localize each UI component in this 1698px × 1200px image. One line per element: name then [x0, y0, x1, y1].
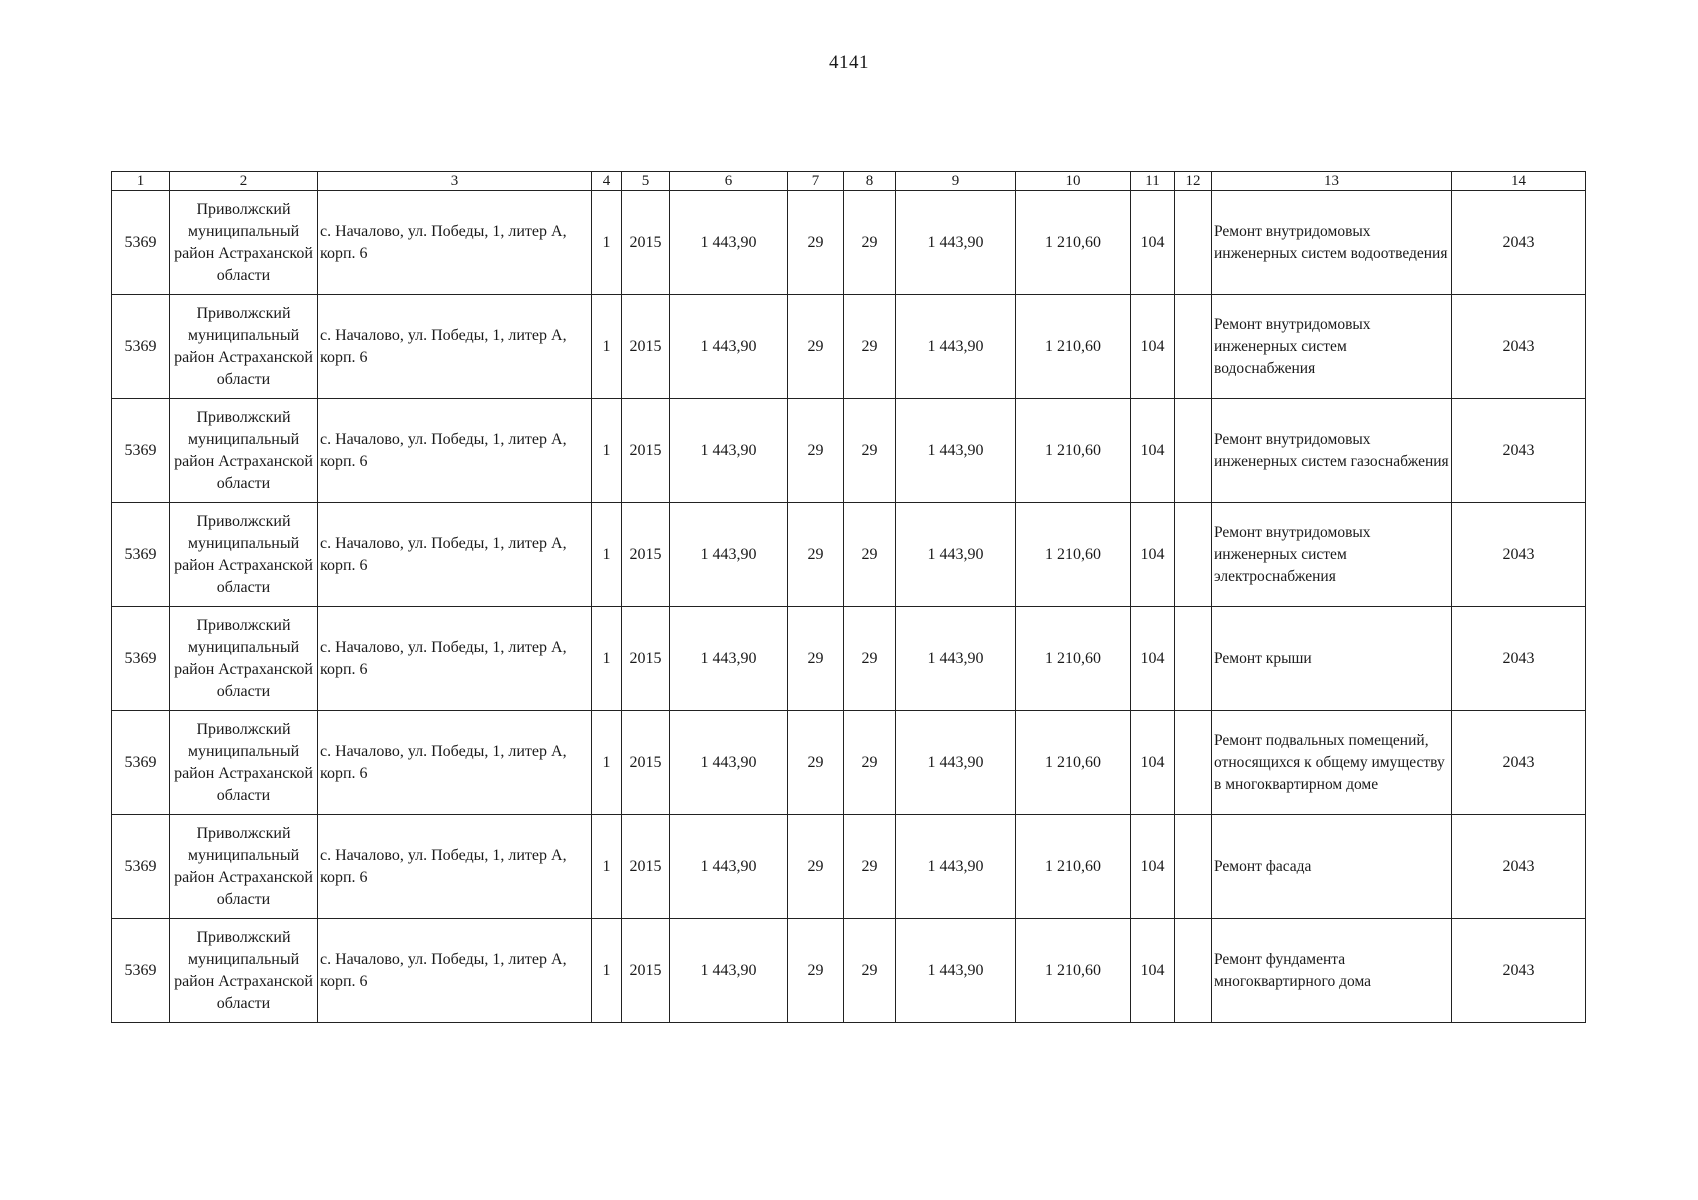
cell-number: 5369 — [112, 191, 170, 295]
column-header-8: 8 — [844, 172, 896, 191]
cell-col10: 1 210,60 — [1016, 503, 1131, 607]
cell-col6: 1 443,90 — [670, 503, 788, 607]
cell-district: Приволжский муниципальный район Астраханской области — [170, 919, 318, 1023]
column-header-12: 12 — [1175, 172, 1212, 191]
cell-work-type: Ремонт подвальных помещений, относящихся к общему имуществу в многоквартирном доме — [1212, 711, 1452, 815]
cell-col8: 29 — [844, 399, 896, 503]
cell-col4: 1 — [592, 503, 622, 607]
cell-col11: 104 — [1131, 503, 1175, 607]
cell-col9: 1 443,90 — [896, 815, 1016, 919]
table-row — [112, 711, 1586, 815]
cell-col14: 2043 — [1452, 503, 1586, 607]
table-row — [112, 191, 1586, 295]
cell-col10: 1 210,60 — [1016, 711, 1131, 815]
cell-work-type: Ремонт внутридомовых инженерных систем водоснабжения — [1212, 295, 1452, 399]
cell-col9: 1 443,90 — [896, 711, 1016, 815]
column-header-5: 5 — [622, 172, 670, 191]
cell-address: с. Началово, ул. Победы, 1, литер А, корп. 6 — [318, 399, 592, 503]
cell-col14: 2043 — [1452, 919, 1586, 1023]
cell-col6: 1 443,90 — [670, 295, 788, 399]
cell-col8: 29 — [844, 295, 896, 399]
cell-col6: 1 443,90 — [670, 399, 788, 503]
cell-col11: 104 — [1131, 919, 1175, 1023]
cell-col11: 104 — [1131, 711, 1175, 815]
cell-year: 2015 — [622, 503, 670, 607]
cell-col4: 1 — [592, 191, 622, 295]
cell-district: Приволжский муниципальный район Астраханской области — [170, 711, 318, 815]
cell-col12 — [1175, 607, 1212, 711]
table-row — [112, 919, 1586, 1023]
column-header-14: 14 — [1452, 172, 1586, 191]
cell-col7: 29 — [788, 191, 844, 295]
cell-col14: 2043 — [1452, 191, 1586, 295]
cell-col6: 1 443,90 — [670, 815, 788, 919]
cell-work-type: Ремонт внутридомовых инженерных систем газоснабжения — [1212, 399, 1452, 503]
cell-district: Приволжский муниципальный район Астраханской области — [170, 607, 318, 711]
column-header-3: 3 — [318, 172, 592, 191]
cell-work-type: Ремонт внутридомовых инженерных систем водоотведения — [1212, 191, 1452, 295]
column-header-1: 1 — [112, 172, 170, 191]
cell-number: 5369 — [112, 711, 170, 815]
column-header-10: 10 — [1016, 172, 1131, 191]
cell-number: 5369 — [112, 919, 170, 1023]
cell-col8: 29 — [844, 711, 896, 815]
cell-year: 2015 — [622, 919, 670, 1023]
cell-col7: 29 — [788, 399, 844, 503]
column-header-6: 6 — [670, 172, 788, 191]
cell-col4: 1 — [592, 295, 622, 399]
cell-col9: 1 443,90 — [896, 399, 1016, 503]
cell-number: 5369 — [112, 399, 170, 503]
cell-col9: 1 443,90 — [896, 919, 1016, 1023]
table-row — [112, 607, 1586, 711]
cell-address: с. Началово, ул. Победы, 1, литер А, корп. 6 — [318, 295, 592, 399]
cell-col14: 2043 — [1452, 607, 1586, 711]
cell-district: Приволжский муниципальный район Астраханской области — [170, 295, 318, 399]
cell-col10: 1 210,60 — [1016, 191, 1131, 295]
header-row — [112, 172, 1586, 191]
column-header-7: 7 — [788, 172, 844, 191]
table-row — [112, 295, 1586, 399]
cell-year: 2015 — [622, 607, 670, 711]
page-number: 4141 — [829, 52, 869, 73]
cell-col4: 1 — [592, 399, 622, 503]
cell-year: 2015 — [622, 191, 670, 295]
column-header-9: 9 — [896, 172, 1016, 191]
cell-col7: 29 — [788, 815, 844, 919]
cell-col11: 104 — [1131, 295, 1175, 399]
cell-col12 — [1175, 503, 1212, 607]
column-header-2: 2 — [170, 172, 318, 191]
cell-col10: 1 210,60 — [1016, 815, 1131, 919]
cell-col12 — [1175, 399, 1212, 503]
cell-col7: 29 — [788, 919, 844, 1023]
column-header-11: 11 — [1131, 172, 1175, 191]
register-table — [111, 171, 1586, 1023]
cell-col6: 1 443,90 — [670, 919, 788, 1023]
cell-col10: 1 210,60 — [1016, 919, 1131, 1023]
cell-col4: 1 — [592, 711, 622, 815]
cell-col7: 29 — [788, 295, 844, 399]
cell-col14: 2043 — [1452, 711, 1586, 815]
cell-col6: 1 443,90 — [670, 711, 788, 815]
column-header-4: 4 — [592, 172, 622, 191]
cell-number: 5369 — [112, 503, 170, 607]
cell-col12 — [1175, 191, 1212, 295]
cell-district: Приволжский муниципальный район Астраханской области — [170, 503, 318, 607]
cell-address: с. Началово, ул. Победы, 1, литер А, корп. 6 — [318, 919, 592, 1023]
cell-col4: 1 — [592, 919, 622, 1023]
cell-col7: 29 — [788, 711, 844, 815]
cell-address: с. Началово, ул. Победы, 1, литер А, корп. 6 — [318, 191, 592, 295]
cell-address: с. Началово, ул. Победы, 1, литер А, корп. 6 — [318, 503, 592, 607]
cell-col11: 104 — [1131, 399, 1175, 503]
cell-col12 — [1175, 295, 1212, 399]
cell-year: 2015 — [622, 295, 670, 399]
cell-work-type: Ремонт внутридомовых инженерных систем электроснабжения — [1212, 503, 1452, 607]
table-header — [112, 172, 1586, 191]
cell-col6: 1 443,90 — [670, 607, 788, 711]
cell-year: 2015 — [622, 399, 670, 503]
cell-col8: 29 — [844, 503, 896, 607]
cell-address: с. Началово, ул. Победы, 1, литер А, корп. 6 — [318, 711, 592, 815]
cell-col9: 1 443,90 — [896, 503, 1016, 607]
cell-col14: 2043 — [1452, 399, 1586, 503]
cell-address: с. Началово, ул. Победы, 1, литер А, корп. 6 — [318, 815, 592, 919]
cell-col9: 1 443,90 — [896, 295, 1016, 399]
cell-col9: 1 443,90 — [896, 607, 1016, 711]
column-header-13: 13 — [1212, 172, 1452, 191]
cell-col11: 104 — [1131, 815, 1175, 919]
table-row — [112, 815, 1586, 919]
cell-col4: 1 — [592, 607, 622, 711]
cell-district: Приволжский муниципальный район Астраханской области — [170, 815, 318, 919]
cell-work-type: Ремонт фасада — [1212, 815, 1452, 919]
table-row — [112, 399, 1586, 503]
cell-number: 5369 — [112, 815, 170, 919]
cell-district: Приволжский муниципальный район Астраханской области — [170, 191, 318, 295]
cell-year: 2015 — [622, 711, 670, 815]
cell-address: с. Началово, ул. Победы, 1, литер А, корп. 6 — [318, 607, 592, 711]
cell-col10: 1 210,60 — [1016, 295, 1131, 399]
cell-col6: 1 443,90 — [670, 191, 788, 295]
cell-col10: 1 210,60 — [1016, 607, 1131, 711]
cell-col8: 29 — [844, 191, 896, 295]
cell-col8: 29 — [844, 607, 896, 711]
cell-col12 — [1175, 711, 1212, 815]
cell-number: 5369 — [112, 607, 170, 711]
cell-col9: 1 443,90 — [896, 191, 1016, 295]
cell-col11: 104 — [1131, 607, 1175, 711]
table-body — [112, 191, 1586, 1023]
cell-col14: 2043 — [1452, 815, 1586, 919]
cell-col11: 104 — [1131, 191, 1175, 295]
cell-col4: 1 — [592, 815, 622, 919]
cell-district: Приволжский муниципальный район Астраханской области — [170, 399, 318, 503]
table-row — [112, 503, 1586, 607]
cell-col10: 1 210,60 — [1016, 399, 1131, 503]
cell-work-type: Ремонт крыши — [1212, 607, 1452, 711]
cell-col8: 29 — [844, 815, 896, 919]
cell-year: 2015 — [622, 815, 670, 919]
cell-col7: 29 — [788, 607, 844, 711]
cell-number: 5369 — [112, 295, 170, 399]
cell-col7: 29 — [788, 503, 844, 607]
cell-col14: 2043 — [1452, 295, 1586, 399]
cell-work-type: Ремонт фундамента многоквартирного дома — [1212, 919, 1452, 1023]
cell-col12 — [1175, 815, 1212, 919]
cell-col8: 29 — [844, 919, 896, 1023]
cell-col12 — [1175, 919, 1212, 1023]
